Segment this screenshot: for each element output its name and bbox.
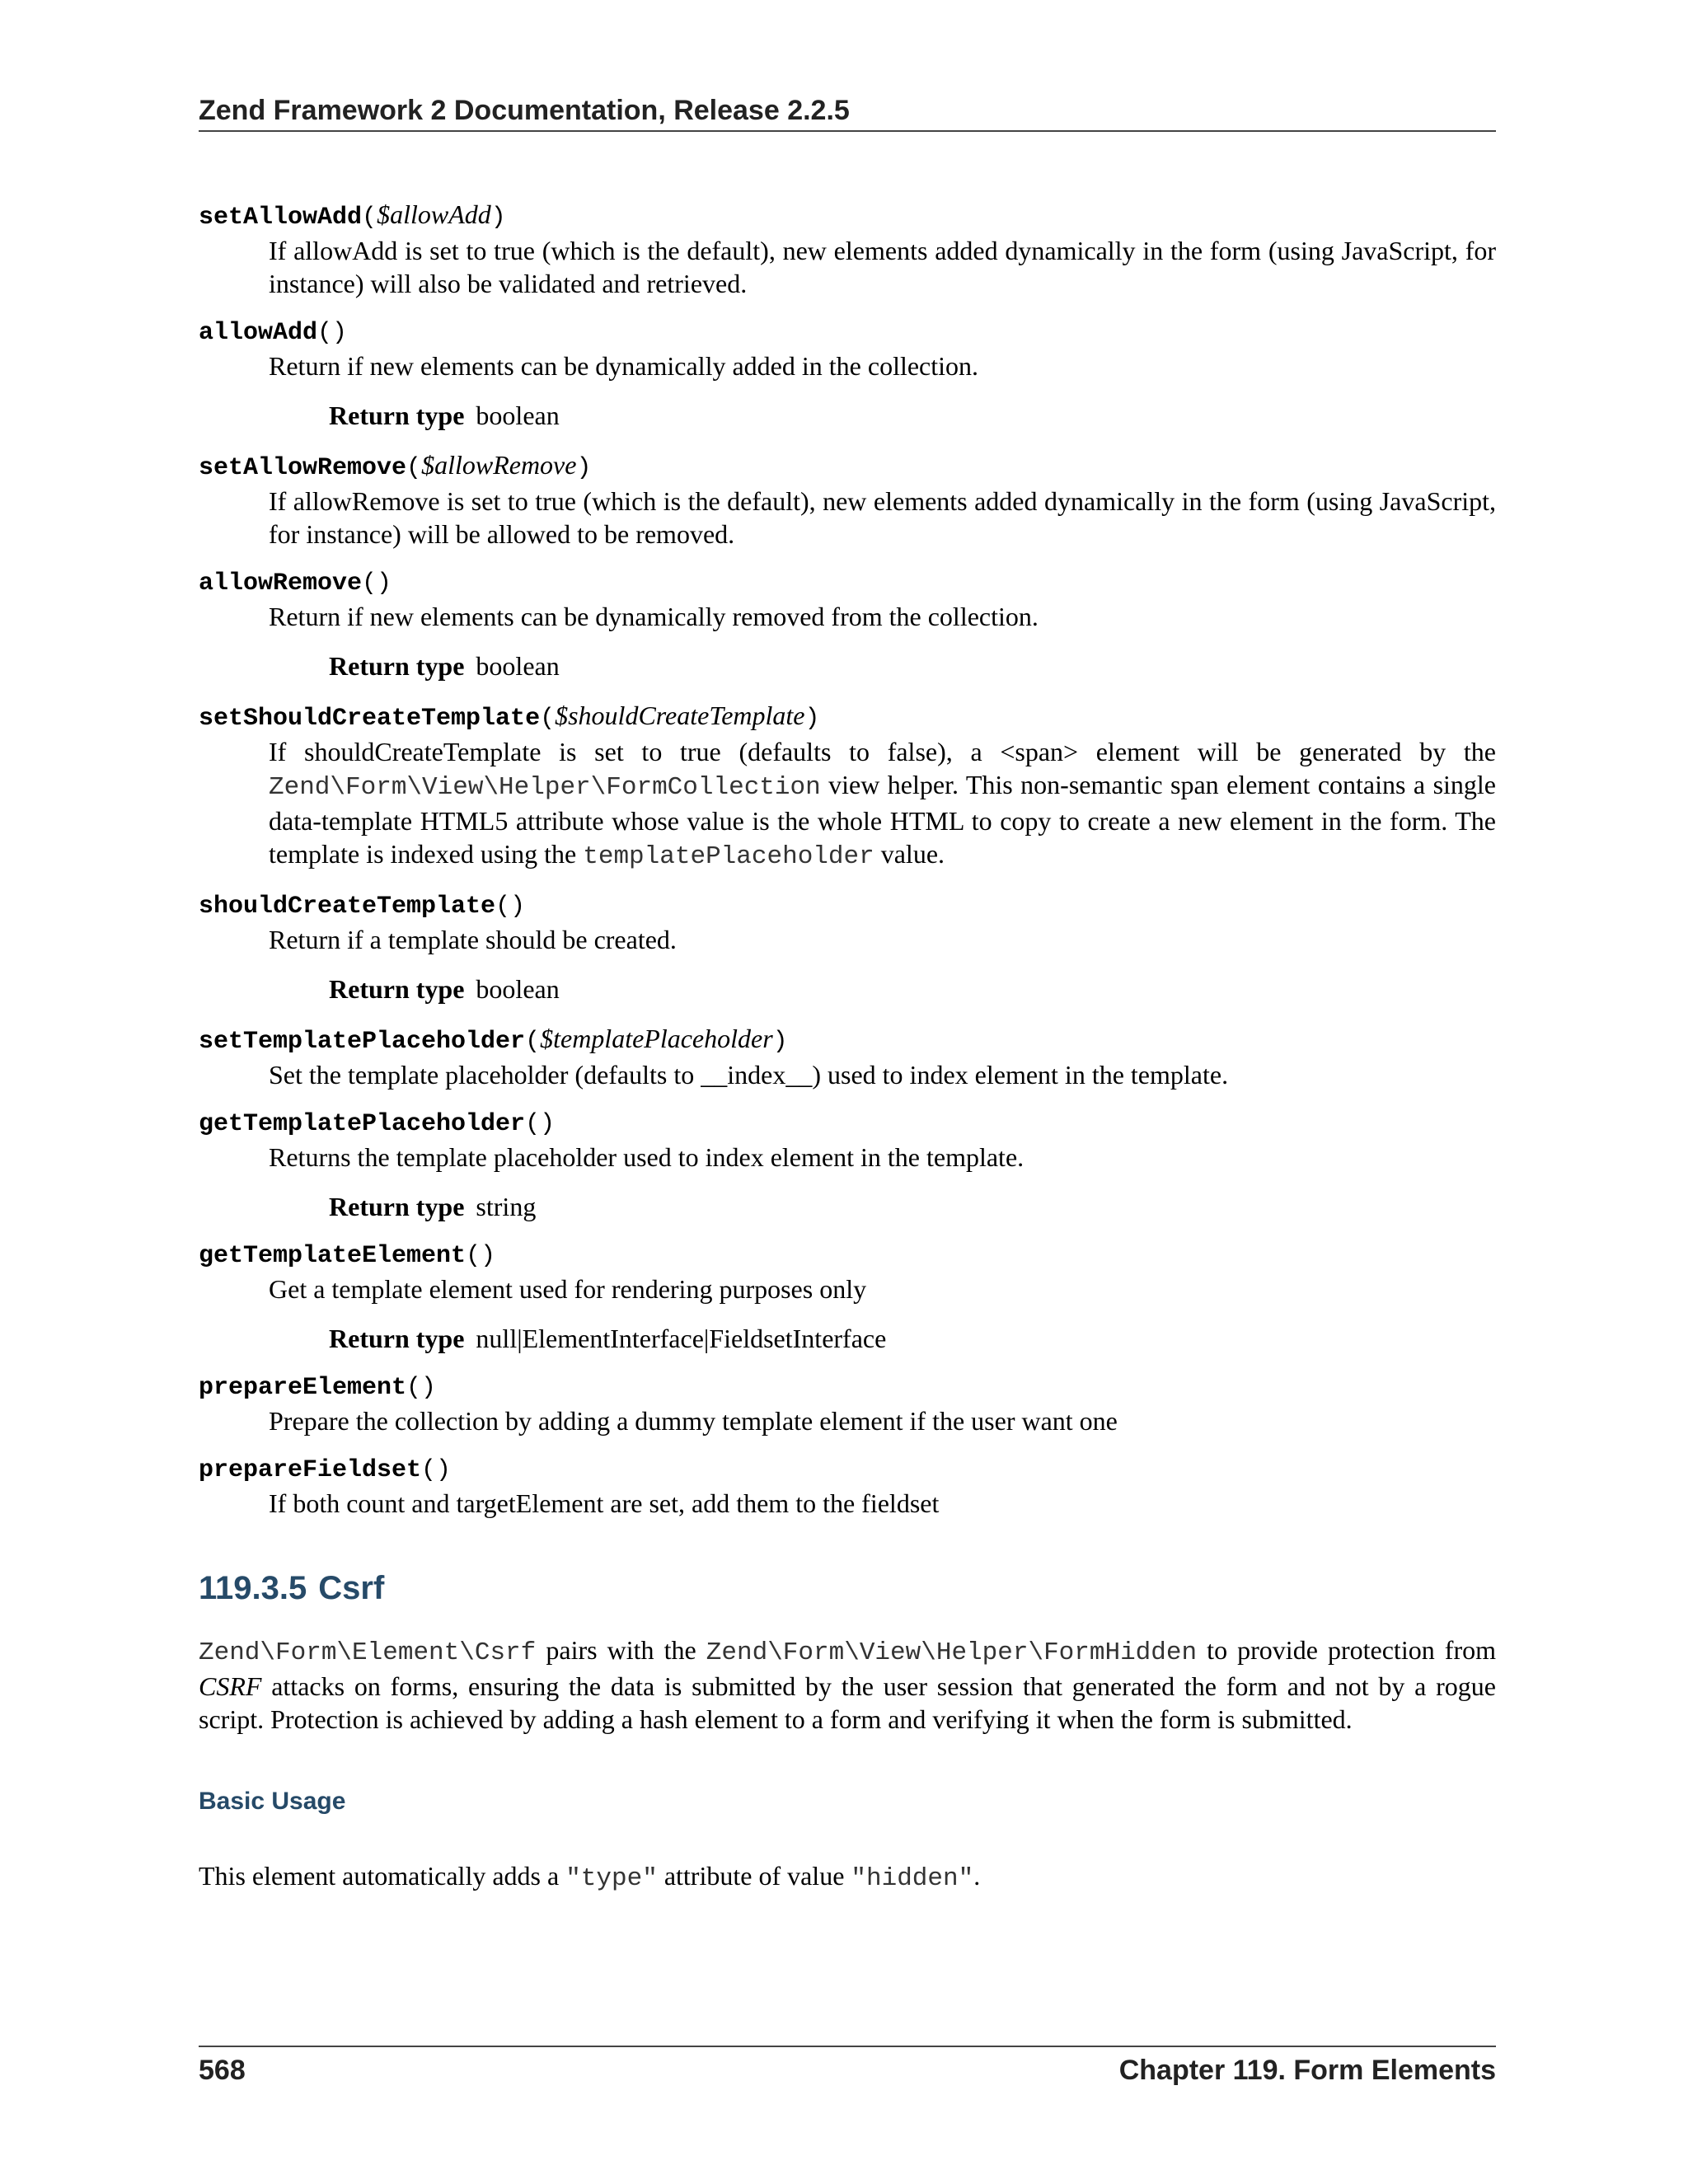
method-signature: setAllowRemove($allowRemove) [199, 450, 592, 482]
method-description: Return if new elements can be dynamically added in the collection. [269, 351, 979, 381]
method-param: $allowAdd [377, 199, 491, 229]
method-description: If both count and targetElement are set, add them to the fieldset [269, 1488, 940, 1518]
method-signature: shouldCreateTemplate() [199, 893, 526, 921]
return-type [329, 399, 1496, 432]
running-header: Zend Framework 2 Documentation, Release 2.2.5 [199, 92, 1496, 132]
method-description: Prepare the collection by adding a dummy template element if the user want one [269, 1406, 1118, 1436]
method-description: Returns the template placeholder used to index element in the template. [269, 1142, 1025, 1172]
method-entry [199, 1371, 1496, 1437]
method-param: $templatePlaceholder [540, 1024, 773, 1053]
intro-text: to provide protection from [1197, 1635, 1496, 1665]
footer-rule [199, 2046, 1496, 2047]
return-type-value: null|ElementInterface|FieldsetInterface [476, 1324, 887, 1353]
method-signature: getTemplateElement() [199, 1242, 496, 1270]
emphasis-text: CSRF [199, 1671, 262, 1701]
method-name: allowRemove [199, 569, 363, 598]
return-type-label: Return type [329, 974, 465, 1004]
inline-code: Zend\Form\View\Helper\FormHidden [706, 1638, 1198, 1667]
method-name: prepareElement [199, 1374, 407, 1402]
intro-text: attacks on forms, ensuring the data is submitted by the user session that generated the form and not by a rogue script. Protection is achieved by adding a hash element to a form and verifying it when the form is submitted. [199, 1671, 1496, 1734]
method-name: shouldCreateTemplate [199, 893, 496, 921]
method-name: setAllowAdd [199, 204, 363, 232]
method-param: $allowRemove [421, 450, 577, 480]
method-signature: setTemplatePlaceholder($templatePlaceholder) [199, 1024, 788, 1056]
method-name: setTemplatePlaceholder [199, 1028, 526, 1056]
method-description: If allowRemove is set to true (which is the default), new elements added dynamically in the form (using JavaScript, for instance) will be allowed to be removed. [269, 486, 1496, 549]
return-type-label: Return type [329, 401, 465, 430]
return-type [329, 1322, 1496, 1355]
section-title: Csrf [318, 1570, 385, 1606]
page-footer [199, 2052, 1496, 2088]
method-entry [199, 890, 1496, 1005]
inline-code: "type" [565, 1864, 658, 1893]
method-description: Return if new elements can be dynamically removed from the collection. [269, 602, 1039, 631]
method-signature: prepareElement() [199, 1374, 437, 1402]
page-number: 568 [199, 2055, 246, 2086]
method-description [269, 735, 1496, 874]
method-entry [199, 316, 1496, 432]
method-param: $shouldCreateTemplate [555, 701, 805, 730]
description-text: If shouldCreateTemplate is set to true (defaults to false), a <span> element will be generated by the [269, 737, 1496, 766]
method-entry [199, 448, 1496, 551]
return-type-value: string [476, 1192, 537, 1221]
usage-text: attribute of value [657, 1861, 851, 1891]
usage-text: . [973, 1861, 981, 1891]
method-description: Get a template element used for rendering purposes only [269, 1274, 867, 1304]
description-text: value. [874, 839, 945, 869]
method-name: getTemplatePlaceholder [199, 1110, 526, 1138]
return-type-label: Return type [329, 1192, 465, 1221]
method-entry [199, 699, 1496, 874]
method-entry [199, 1454, 1496, 1520]
inline-code: Zend\Form\Element\Csrf [199, 1638, 537, 1667]
return-type [329, 649, 1496, 682]
method-name: getTemplateElement [199, 1242, 467, 1270]
section-heading [199, 1568, 1496, 1609]
chapter-title: Chapter 119. Form Elements [1118, 2055, 1496, 2086]
method-signature: prepareFieldset() [199, 1456, 452, 1484]
method-description: Set the template placeholder (defaults to __index__) used to index element in the template. [269, 1060, 1229, 1090]
return-type-value: boolean [476, 651, 560, 681]
page-content [199, 198, 1496, 1896]
method-entry [199, 567, 1496, 682]
usage-paragraph [199, 1859, 1496, 1896]
method-signature: getTemplatePlaceholder() [199, 1110, 556, 1138]
section-intro [199, 1633, 1496, 1736]
return-type-label: Return type [329, 651, 465, 681]
method-entry [199, 198, 1496, 300]
method-entry [199, 1108, 1496, 1223]
method-name: allowAdd [199, 319, 318, 347]
return-type-label: Return type [329, 1324, 465, 1353]
document-page [199, 0, 1496, 2184]
method-name: setShouldCreateTemplate [199, 705, 541, 733]
method-signature: allowRemove() [199, 569, 392, 598]
return-type-value: boolean [476, 974, 560, 1004]
method-description: Return if a template should be created. [269, 925, 677, 954]
return-type-value: boolean [476, 401, 560, 430]
method-signature: setShouldCreateTemplate($shouldCreateTemplate) [199, 701, 820, 733]
method-name: setAllowRemove [199, 454, 407, 482]
method-signature: setAllowAdd($allowAdd) [199, 199, 506, 232]
usage-text: This element automatically adds a [199, 1861, 566, 1891]
description-text: view helper. This non-semantic span element contains a single data-template HTML5 attribute whose value is the whole HTML to copy to create a new element in the form. The template is indexed using the [269, 770, 1496, 869]
method-name: prepareFieldset [199, 1456, 422, 1484]
intro-text: pairs with the [536, 1635, 706, 1665]
inline-code: templatePlaceholder [583, 842, 874, 871]
inline-code: Zend\Form\View\Helper\FormCollection [269, 773, 821, 802]
return-type [329, 972, 1496, 1005]
method-description: If allowAdd is set to true (which is the default), new elements added dynamically in the form (using JavaScript, for instance) will also be validated and retrieved. [269, 236, 1496, 298]
subsection-heading: Basic Usage [199, 1788, 346, 1815]
return-type [329, 1190, 1496, 1223]
method-entry [199, 1240, 1496, 1355]
inline-code: "hidden" [851, 1864, 974, 1893]
section-number: 119.3.5 [199, 1570, 307, 1606]
method-signature: allowAdd() [199, 319, 348, 347]
method-entry [199, 1022, 1496, 1091]
